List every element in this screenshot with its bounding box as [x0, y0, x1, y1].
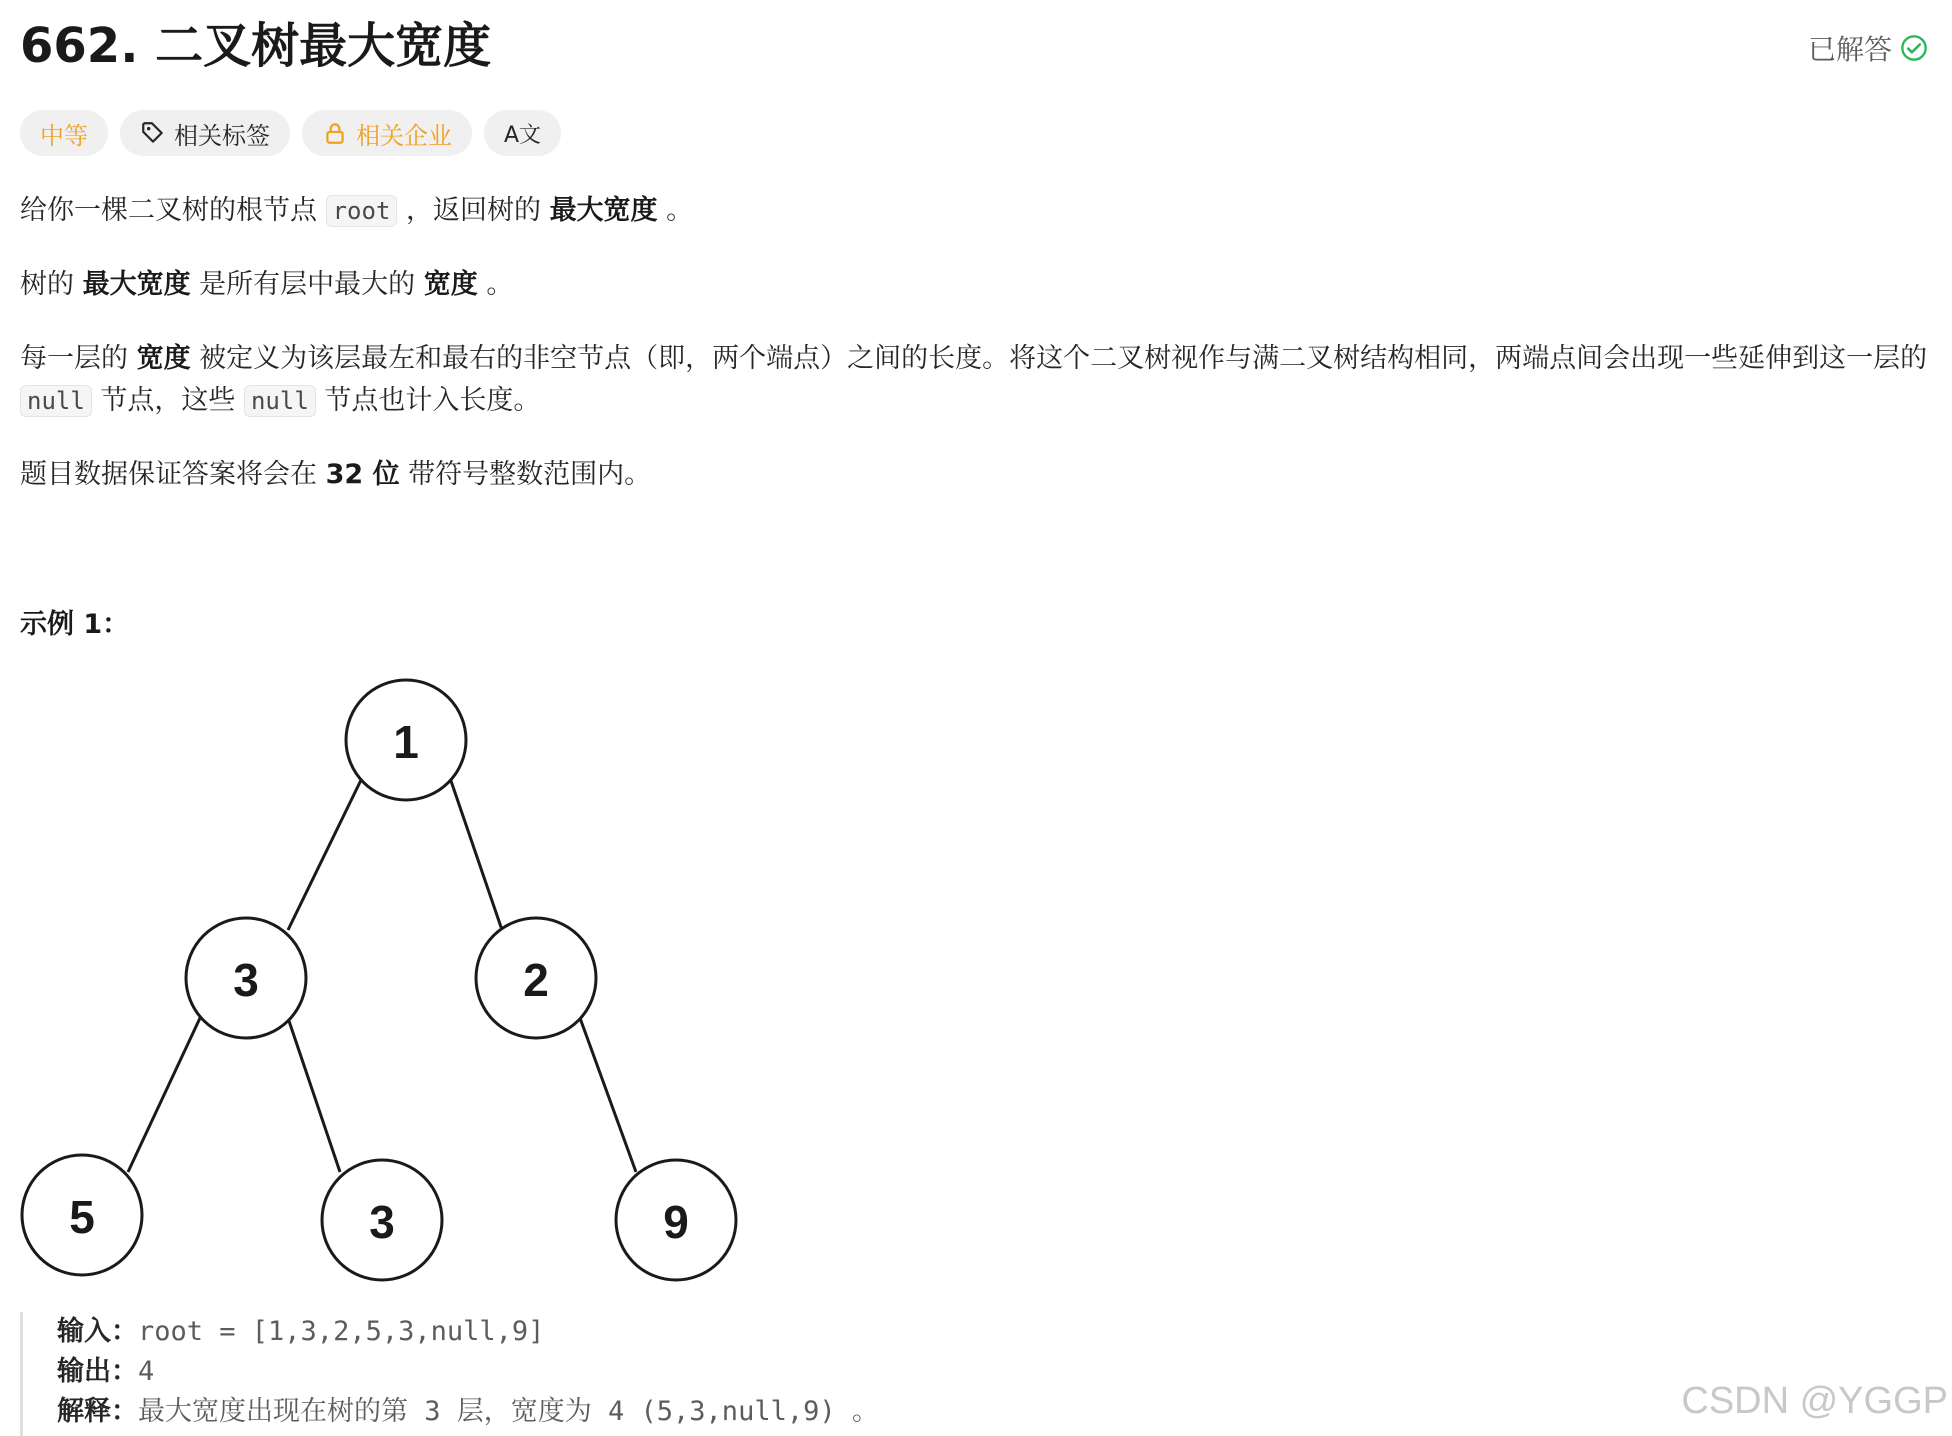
translate-button[interactable] [484, 110, 561, 156]
difficulty-label: 中等 [40, 121, 88, 150]
binary-tree-diagram [0, 660, 760, 1300]
text: 带符号整数范围内。 [399, 459, 652, 490]
bold-text: 最大宽度 [549, 195, 658, 226]
related-tags-label: 相关标签 [174, 121, 270, 150]
example-output-row [57, 1352, 1057, 1392]
bold-text: 宽度 [423, 269, 478, 300]
input-label: 输入： [57, 1316, 138, 1347]
output-value: 4 [138, 1356, 155, 1387]
text: ，返回树的 [397, 195, 550, 226]
text: 题目数据保证答案将会在 [20, 459, 326, 490]
description-paragraph-2 [20, 264, 1932, 306]
tag-row [20, 110, 561, 156]
tree-node-label: 3 [233, 954, 259, 1006]
tree-edge [128, 1018, 200, 1172]
example-block [20, 1312, 1057, 1436]
output-label: 输出： [57, 1356, 138, 1387]
tree-node-label: 1 [393, 716, 419, 768]
tree-node-label: 5 [69, 1191, 95, 1243]
tree-edge [288, 778, 362, 930]
text: 被定义为该层最左和最右的非空节点（即，两个端点）之间的长度。将这个二叉树视作与满二叉树结构相同，两端点间会出现一些延伸到这一层的 [190, 343, 1928, 374]
related-tags-button[interactable] [120, 110, 290, 156]
lock-icon [322, 120, 348, 146]
title-row [20, 14, 1932, 78]
description-paragraph-4 [20, 454, 1932, 496]
tree-edge [450, 778, 502, 930]
bold-text: 32 位 [325, 459, 400, 490]
tree-edge [580, 1018, 636, 1172]
watermark: CSDN @YGGP [1681, 1380, 1948, 1422]
text: 树的 [20, 269, 83, 300]
tree-edge [288, 1018, 340, 1172]
inline-code-null: null [244, 385, 316, 417]
problem-title: 662. 二叉树最大宽度 [20, 18, 492, 74]
explain-value: 最大宽度出现在树的第 3 层，宽度为 4 (5,3,null,9) 。 [138, 1396, 879, 1427]
tree-node-label: 9 [663, 1196, 689, 1248]
explain-label: 解释： [57, 1396, 138, 1427]
text: 。 [477, 269, 514, 300]
description-paragraph-3 [20, 338, 1932, 422]
tree-node-label: 3 [369, 1196, 395, 1248]
example-title: 示例 1： [20, 609, 130, 640]
translate-icon: A文 [504, 122, 542, 148]
input-value: root = [1,3,2,5,3,null,9] [138, 1316, 545, 1347]
solved-status[interactable] [1808, 28, 1928, 68]
text: 给你一棵二叉树的根节点 [20, 195, 326, 226]
description-paragraph-1 [20, 190, 1932, 232]
related-companies-button[interactable] [302, 110, 472, 156]
text: 是所有层中最大的 [190, 269, 424, 300]
difficulty-tag[interactable] [20, 110, 108, 156]
check-circle-icon [1900, 34, 1928, 62]
bold-text: 宽度 [136, 343, 191, 374]
text: 节点也计入长度。 [315, 385, 541, 416]
example-explain-row [57, 1392, 1057, 1432]
inline-code-root: root [326, 195, 398, 227]
bold-text: 最大宽度 [82, 269, 191, 300]
solved-label: 已解答 [1807, 33, 1892, 66]
tag-icon [140, 120, 166, 146]
text: 节点，这些 [91, 385, 244, 416]
tree-node-label: 2 [523, 954, 549, 1006]
related-companies-label: 相关企业 [356, 121, 452, 150]
example-input-row [57, 1312, 1057, 1352]
text: 。 [657, 195, 694, 226]
text: 每一层的 [20, 343, 137, 374]
inline-code-null: null [20, 385, 92, 417]
